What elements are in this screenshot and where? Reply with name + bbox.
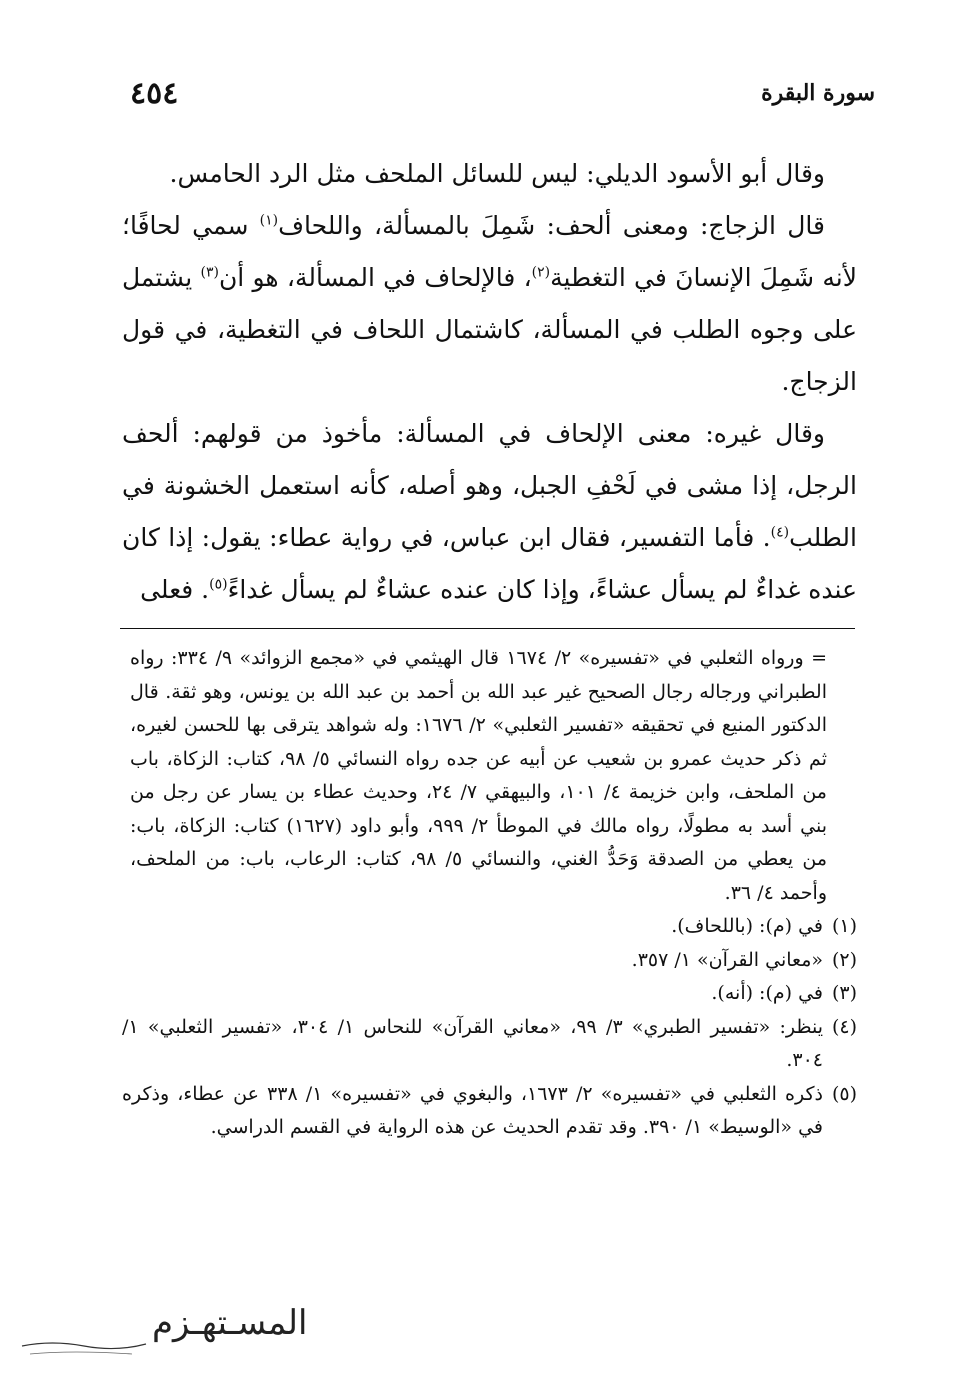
footnote-number: (٤) <box>831 1015 857 1038</box>
main-text <box>122 148 857 616</box>
footnote-number: (٢) <box>831 948 857 971</box>
paragraph-2: قال الزجاج: ومعنى ألحف: شَمِلَ بالمسألة، واللحاف$^{(١)}$ سمي لحافًا؛ لأنه شَمِلَ الإنسانَ في التغطية$^{(٢)}$، فالإلحاف في المسألة، هو أن$^{(٣)}$ يشتمل على وجوه الطلب في المسألة، كاشتمال اللحاف في التغطية، في قول الزجاج. <box>122 211 858 396</box>
footnote-1 <box>122 910 857 944</box>
footnote-text: في (م): (أنه). <box>711 982 823 1004</box>
calligraphy-logo-icon <box>12 1290 308 1368</box>
page-number: ٤٥٤ <box>130 76 179 111</box>
surah-title: سورة البقرة <box>761 80 875 106</box>
footnote-ref-5[interactable]: (٥) <box>209 576 228 593</box>
footnote-text: ذكره الثعلبي في «تفسيره» ٢/ ١٦٧٣، والبغوي في «تفسيره» ١/ ٣٣٨ عن عطاء، وذكره في «الوسيط» ١/ ٣٩٠. وقد تقدم الحديث عن هذه الرواية في القسم الدراسي. <box>122 1082 823 1138</box>
publisher-logo <box>12 1290 308 1368</box>
footnote-ref-2[interactable]: (٢) <box>531 264 551 281</box>
footnote-ref-1[interactable]: (١) <box>259 212 279 229</box>
footnote-text: ينظر: «تفسير الطبري» ٣/ ٩٩، «معاني القرآن» للنحاس ١/ ٣٠٤، «تفسير الثعلبي» ١/ ٣٠٤. <box>122 1015 823 1071</box>
footnote-ref-3[interactable]: (٣) <box>200 264 219 281</box>
footnote-ref-4[interactable]: (٤) <box>770 524 790 541</box>
footnote-text: «معاني القرآن» ١/ ٣٥٧. <box>631 948 823 971</box>
footnote-number: (١) <box>831 915 857 937</box>
footnote-2 <box>122 944 857 978</box>
footnote-4 <box>122 1011 857 1078</box>
paragraph-3: وقال غيره: معنى الإلحاف في المسألة: مأخوذ من قولهم: ألحف الرجل، إذا مشى في لَحْفِ الجبل، وهو أصله، كأنه استعمل الخشونة في الطلب$^{(٤)}$. فأما التفسير، فقال ابن عباس، في رواية عطاء: يقول: إذا كان عنده غداءٌ لم يسأل عشاءً، وإذا كان عنده عشاءٌ لم يسأل غداءً$^{(٥)}$. فعلى <box>122 419 857 604</box>
footnote-5 <box>122 1078 857 1145</box>
footnote-text: في (م): (باللحاف). <box>671 915 823 937</box>
footnotes <box>122 642 857 1145</box>
footnote-divider <box>120 628 855 629</box>
page-header <box>130 76 875 116</box>
footnote-number: (٣) <box>831 982 857 1004</box>
svg-text:المسـتهـزم: المسـتهـزم <box>152 1303 308 1343</box>
paragraph-1: وقال أبو الأسود الديلي: ليس للسائل الملحف مثل الرد الحامس. <box>169 159 825 188</box>
footnote-number: (٥) <box>831 1082 857 1105</box>
footnote-continuation: = ورواه الثعلبي في «تفسيره» ٢/ ١٦٧٤ قال الهيثمي في «مجمع الزوائد» ٩/ ٣٣٤: رواه الطبراني ورجاله رجال الصحيح غير عبد الله بن أحمد بن عبد الله بن يونس، وهو ثقة. قال الدكتور المنيع في تحقيقه «تفسير الثعلبي» ٢/ ١٦٧٦: وله شواهد يترقى بها للحسن لغيره، ثم ذكر حديث عمرو بن شعيب عن أبيه عن جده رواه النسائي ٥/ ٩٨، كتاب: الزكاة، باب من الملحف، وابن خزيمة ٤/ ١٠١، والبيهقي ٧/ ٢٤، وحديث عطاء بن يسار عن رجل من بني أسد به مطولًا، رواه مالك في الموطأ ٢/ ٩٩٩، وأبو داود (١٦٢٧) كتاب: الزكاة، باب: من يعطي من الصدقة وَحَدُّ الغني، والنسائي ٥/ ٩٨، كتاب: الرعاب، باب: من الملحف، وأحمد ٤/ ٣٦. <box>130 647 828 904</box>
footnote-3 <box>122 977 857 1011</box>
